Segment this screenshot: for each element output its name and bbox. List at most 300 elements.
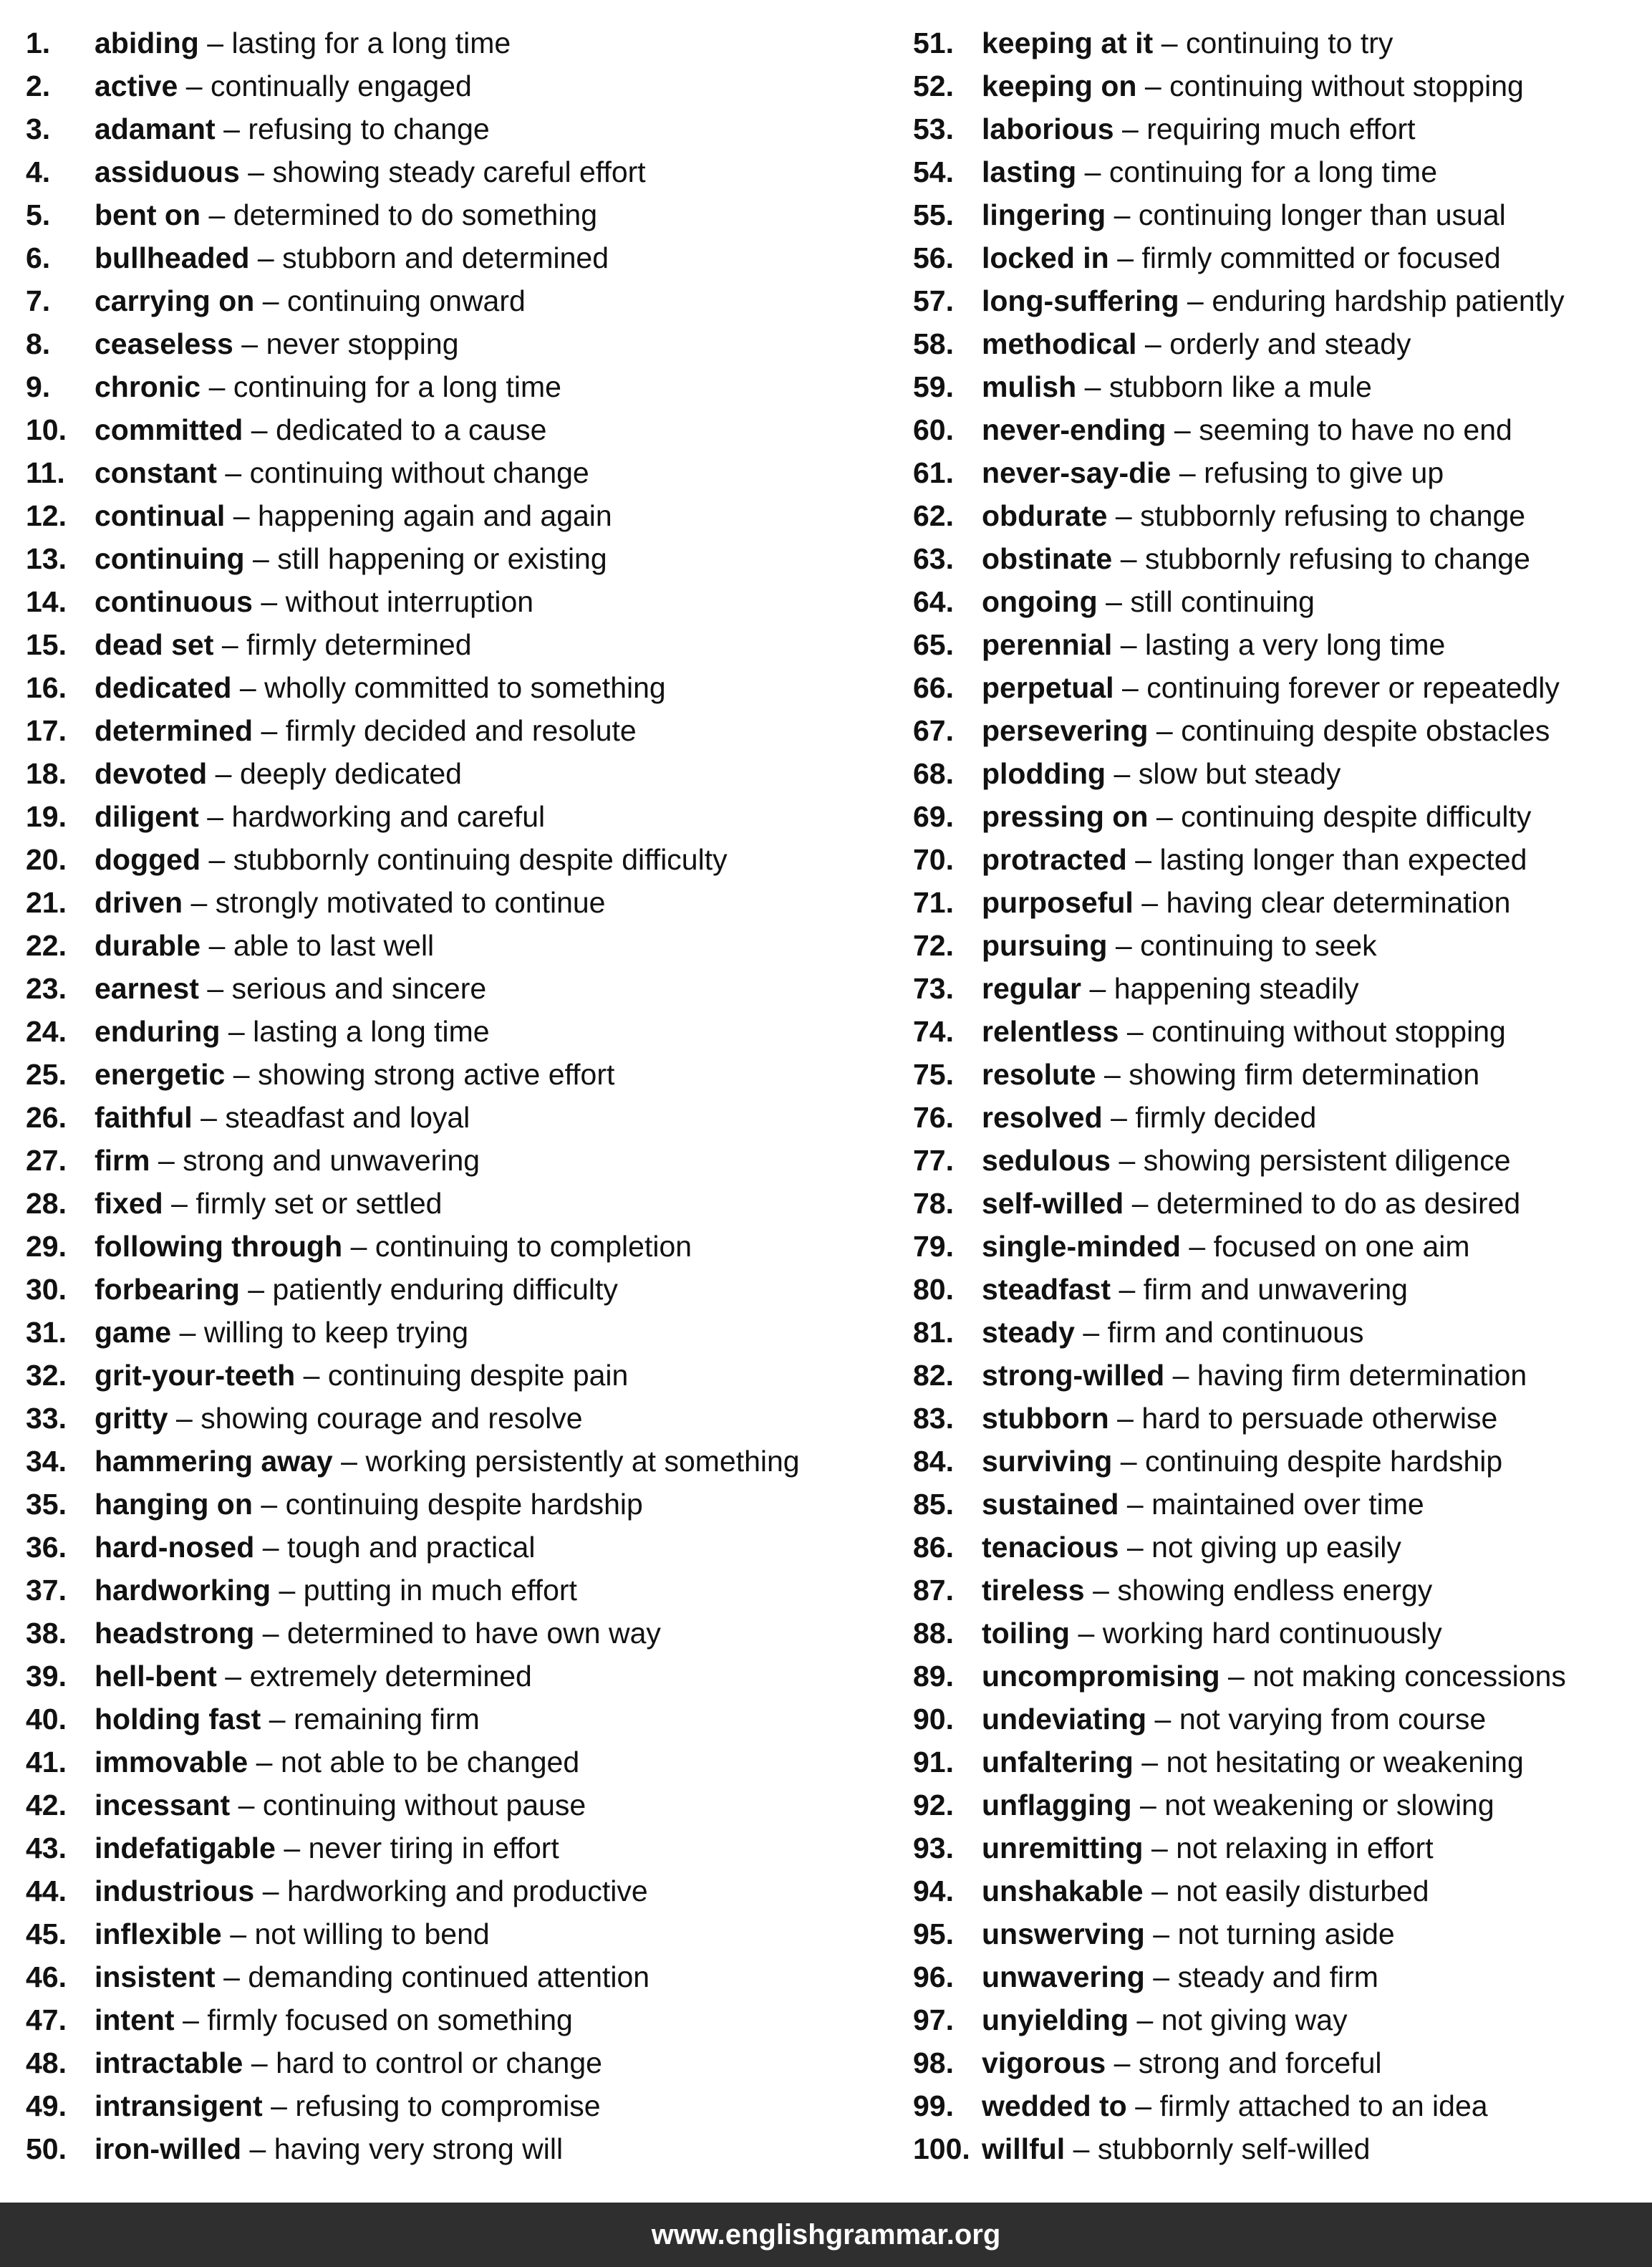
entry-word: laborious: [982, 112, 1114, 145]
list-item: [26, 451, 885, 494]
list-item: [913, 795, 1643, 838]
list-item: [26, 924, 885, 967]
entry-word: perpetual: [982, 671, 1114, 704]
entry-number: 31.: [26, 1316, 67, 1349]
entry-definition: not willing to bend: [254, 1917, 490, 1950]
entry-number: 28.: [26, 1187, 67, 1220]
entry-dash: –: [1117, 241, 1134, 274]
entry-word: determined: [95, 714, 253, 747]
entry-definition: determined to do as desired: [1156, 1187, 1521, 1220]
entry-word: pursuing: [982, 929, 1108, 962]
list-item: [913, 21, 1643, 64]
entry-dash: –: [185, 69, 203, 102]
entry-dash: –: [262, 1617, 279, 1650]
entry-number: 3.: [26, 112, 51, 145]
entry-dash: –: [1228, 1660, 1245, 1693]
footer-url[interactable]: www.englishgrammar.org: [651, 2219, 1001, 2251]
entry-word: durable: [95, 929, 201, 962]
entry-word: unwavering: [982, 1960, 1145, 1993]
entry-definition: maintained over time: [1151, 1488, 1424, 1521]
entry-dash: –: [225, 456, 242, 489]
entry-definition: never tiring in effort: [308, 1832, 559, 1864]
list-item: [913, 537, 1643, 580]
entry-word: strong-willed: [982, 1359, 1165, 1392]
entry-word: lingering: [982, 198, 1106, 231]
entry-number: 44.: [26, 1874, 67, 1907]
entry-number: 81.: [913, 1316, 954, 1349]
entry-dash: –: [1106, 585, 1122, 618]
entry-word: uncompromising: [982, 1660, 1220, 1693]
entry-dash: –: [284, 1832, 301, 1864]
entry-word: following through: [95, 1230, 343, 1263]
entry-number: 2.: [26, 69, 51, 102]
entry-word: inflexible: [95, 1917, 222, 1950]
entry-definition: continuing without change: [249, 456, 589, 489]
entry-dash: –: [1153, 1917, 1170, 1950]
entry-dash: –: [221, 628, 238, 661]
entry-definition: happening again and again: [257, 499, 612, 532]
entry-definition: hard to persuade otherwise: [1141, 1402, 1498, 1435]
entry-word: lasting: [982, 155, 1077, 188]
entry-dash: –: [1119, 1273, 1136, 1306]
entry-dash: –: [171, 1187, 188, 1220]
entry-number: 26.: [26, 1101, 67, 1134]
entry-definition: able to last well: [233, 929, 435, 962]
list-item: [26, 666, 885, 709]
list-item: [26, 1612, 885, 1655]
entry-word: gritty: [95, 1402, 168, 1435]
entry-number: 4.: [26, 155, 51, 188]
entry-definition: slow but steady: [1138, 757, 1341, 790]
entry-dash: –: [1153, 1960, 1170, 1993]
list-item: [26, 2084, 885, 2127]
entry-dash: –: [1089, 972, 1106, 1005]
entry-number: 14.: [26, 585, 67, 618]
entry-dash: –: [207, 800, 224, 833]
entry-number: 62.: [913, 499, 954, 532]
entry-dash: –: [1073, 2132, 1090, 2165]
entry-number: 64.: [913, 585, 954, 618]
entry-definition: focused on one aim: [1213, 1230, 1470, 1263]
entry-number: 88.: [913, 1617, 954, 1650]
entry-dash: –: [279, 1574, 296, 1607]
entry-word: holding fast: [95, 1703, 261, 1736]
entry-number: 36.: [26, 1531, 67, 1564]
entry-word: faithful: [95, 1101, 193, 1134]
entry-dash: –: [1126, 1015, 1144, 1048]
entry-number: 9.: [26, 370, 51, 403]
entry-number: 83.: [913, 1402, 954, 1435]
entry-word: undeviating: [982, 1703, 1147, 1736]
entry-dash: –: [1135, 2089, 1151, 2122]
entry-dash: –: [190, 886, 208, 919]
entry-dash: –: [1084, 155, 1101, 188]
entry-dash: –: [1161, 27, 1178, 59]
entry-dash: –: [261, 714, 278, 747]
entry-definition: showing persistent diligence: [1143, 1144, 1511, 1177]
entry-word: tenacious: [982, 1531, 1119, 1564]
entry-dash: –: [1156, 800, 1173, 833]
entry-dash: –: [1189, 1230, 1206, 1263]
entry-definition: having very strong will: [274, 2132, 564, 2165]
list-item: [913, 1698, 1643, 1741]
list-item: [26, 279, 885, 322]
entry-definition: without interruption: [285, 585, 534, 618]
list-item: [26, 150, 885, 193]
entry-number: 27.: [26, 1144, 67, 1177]
list-item: [913, 1998, 1643, 2041]
entry-dash: –: [1119, 1144, 1136, 1177]
entry-number: 20.: [26, 843, 67, 876]
entry-word: iron-willed: [95, 2132, 241, 2165]
entry-definition: firmly decided: [1135, 1101, 1317, 1134]
entry-definition: refusing to give up: [1204, 456, 1444, 489]
entry-definition: not varying from course: [1179, 1703, 1487, 1736]
entry-dash: –: [1139, 1789, 1156, 1821]
entry-definition: continuing longer than usual: [1138, 198, 1506, 231]
entry-definition: continuing forever or repeatedly: [1146, 671, 1560, 704]
entry-number: 41.: [26, 1746, 67, 1779]
entry-word: forbearing: [95, 1273, 240, 1306]
entry-dash: –: [1117, 1402, 1134, 1435]
entry-number: 13.: [26, 542, 67, 575]
entry-dash: –: [208, 843, 226, 876]
entry-definition: showing strong active effort: [258, 1058, 615, 1091]
list-item: [26, 193, 885, 236]
entry-definition: showing endless energy: [1117, 1574, 1433, 1607]
entry-word: intractable: [95, 2046, 243, 2079]
entry-definition: showing courage and resolve: [201, 1402, 583, 1435]
list-item: [26, 1225, 885, 1268]
entry-dash: –: [1120, 628, 1137, 661]
entry-dash: –: [1114, 2046, 1131, 2079]
entry-dash: –: [228, 1015, 245, 1048]
entry-dash: –: [230, 1917, 246, 1950]
entry-definition: not giving up easily: [1151, 1531, 1401, 1564]
entry-definition: firmly set or settled: [195, 1187, 443, 1220]
entry-dash: –: [1120, 1445, 1137, 1478]
entry-word: continual: [95, 499, 226, 532]
entry-definition: refusing to compromise: [295, 2089, 601, 2122]
entry-number: 49.: [26, 2089, 67, 2122]
entry-word: committed: [95, 413, 243, 446]
list-item: [913, 236, 1643, 279]
entry-definition: having firm determination: [1197, 1359, 1527, 1392]
entry-number: 5.: [26, 198, 51, 231]
entry-word: stubborn: [982, 1402, 1109, 1435]
entry-dash: –: [261, 585, 278, 618]
entry-word: unfaltering: [982, 1746, 1134, 1779]
entry-dash: –: [1141, 886, 1159, 919]
entry-definition: remaining firm: [294, 1703, 480, 1736]
entry-definition: refusing to change: [248, 112, 490, 145]
entry-definition: continuing without pause: [262, 1789, 586, 1821]
entry-definition: stubborn and determined: [282, 241, 609, 274]
entry-dash: –: [158, 1144, 175, 1177]
entry-definition: strong and unwavering: [183, 1144, 480, 1177]
list-item: [913, 1354, 1643, 1397]
entry-dash: –: [208, 929, 226, 962]
entry-dash: –: [1083, 1316, 1100, 1349]
entry-number: 66.: [913, 671, 954, 704]
entry-definition: continuing for a long time: [233, 370, 561, 403]
entry-word: headstrong: [95, 1617, 255, 1650]
entry-number: 25.: [26, 1058, 67, 1091]
list-item: [913, 1139, 1643, 1182]
entry-word: fixed: [95, 1187, 163, 1220]
entry-dash: –: [233, 1058, 250, 1091]
list-item: [913, 2084, 1643, 2127]
entry-number: 11.: [26, 456, 65, 489]
entry-number: 17.: [26, 714, 67, 747]
entry-dash: –: [1154, 1703, 1172, 1736]
list-item: [913, 107, 1643, 150]
entry-number: 15.: [26, 628, 67, 661]
entry-number: 75.: [913, 1058, 954, 1091]
entry-definition: strongly motivated to continue: [215, 886, 606, 919]
entry-word: hard-nosed: [95, 1531, 255, 1564]
list-item: [913, 838, 1643, 881]
list-item: [913, 1483, 1643, 1526]
entry-word: firm: [95, 1144, 150, 1177]
list-item: [913, 1268, 1643, 1311]
list-item: [26, 1354, 885, 1397]
entry-word: incessant: [95, 1789, 231, 1821]
entry-dash: –: [1141, 1746, 1159, 1779]
list-item: [913, 1655, 1643, 1698]
entry-dash: –: [252, 542, 269, 575]
entry-word: devoted: [95, 757, 208, 790]
list-item: [26, 1912, 885, 1955]
entry-definition: lasting a very long time: [1145, 628, 1446, 661]
entry-word: tireless: [982, 1574, 1085, 1607]
entry-definition: extremely determined: [249, 1660, 532, 1693]
entry-number: 42.: [26, 1789, 67, 1821]
entry-definition: determined to do something: [233, 198, 598, 231]
list-item: [26, 494, 885, 537]
list-item: [913, 1741, 1643, 1784]
entry-number: 7.: [26, 284, 51, 317]
entry-dash: –: [1078, 1617, 1095, 1650]
entry-dash: –: [225, 1660, 242, 1693]
entry-word: dedicated: [95, 671, 232, 704]
entry-dash: –: [241, 327, 259, 360]
list-item: [26, 2127, 885, 2170]
entry-definition: firmly committed or focused: [1141, 241, 1501, 274]
list-item: [913, 279, 1643, 322]
entry-dash: –: [251, 413, 268, 446]
entry-number: 72.: [913, 929, 954, 962]
entry-dash: –: [248, 155, 265, 188]
entry-number: 50.: [26, 2132, 67, 2165]
list-item: [26, 21, 885, 64]
list-item: [913, 193, 1643, 236]
entry-word: pressing on: [982, 800, 1149, 833]
entry-word: single-minded: [982, 1230, 1181, 1263]
entry-word: hell-bent: [95, 1660, 217, 1693]
entry-word: driven: [95, 886, 183, 919]
entry-definition: hard to control or change: [276, 2046, 602, 2079]
entry-dash: –: [303, 1359, 320, 1392]
list-item: [26, 967, 885, 1010]
entry-dash: –: [1136, 2003, 1154, 2036]
entry-word: unswerving: [982, 1917, 1145, 1950]
entry-word: keeping at it: [982, 27, 1154, 59]
entry-definition: firmly focused on something: [207, 2003, 573, 2036]
entry-number: 54.: [913, 155, 954, 188]
list-item: [26, 1784, 885, 1826]
entry-definition: stubbornly continuing despite difficulty: [233, 843, 728, 876]
entry-dash: –: [215, 757, 232, 790]
entry-word: continuous: [95, 585, 253, 618]
entry-number: 1.: [26, 27, 51, 59]
entry-number: 30.: [26, 1273, 67, 1306]
entry-definition: not turning aside: [1177, 1917, 1395, 1950]
entry-definition: continuing without stopping: [1169, 69, 1524, 102]
list-item: [913, 1225, 1643, 1268]
entry-definition: not relaxing in effort: [1176, 1832, 1434, 1864]
entry-dash: –: [223, 1960, 240, 1993]
list-item: [913, 1569, 1643, 1612]
entry-definition: not able to be changed: [280, 1746, 580, 1779]
entry-word: dogged: [95, 843, 201, 876]
entry-word: diligent: [95, 800, 199, 833]
list-item: [913, 1826, 1643, 1869]
list-item: [913, 1612, 1643, 1655]
list-item: [913, 967, 1643, 1010]
entry-word: adamant: [95, 112, 216, 145]
entry-definition: tough and practical: [287, 1531, 536, 1564]
list-item: [26, 537, 885, 580]
entry-dash: –: [1122, 112, 1139, 145]
entry-word: willful: [982, 2132, 1066, 2165]
entry-word: resolute: [982, 1058, 1096, 1091]
word-list-column-right: [913, 21, 1643, 2170]
entry-dash: –: [262, 284, 279, 317]
list-item: [26, 1698, 885, 1741]
list-item: [26, 1826, 885, 1869]
entry-word: sustained: [982, 1488, 1119, 1521]
list-item: [26, 1569, 885, 1612]
entry-word: toiling: [982, 1617, 1070, 1650]
entry-word: industrious: [95, 1874, 255, 1907]
entry-word: mulish: [982, 370, 1077, 403]
entry-word: protracted: [982, 843, 1127, 876]
entry-number: 43.: [26, 1832, 67, 1864]
entry-number: 97.: [913, 2003, 954, 2036]
entry-number: 12.: [26, 499, 67, 532]
entry-dash: –: [1103, 1058, 1121, 1091]
entry-number: 95.: [913, 1917, 954, 1950]
entry-definition: determined to have own way: [287, 1617, 661, 1650]
entry-number: 68.: [913, 757, 954, 790]
entry-dash: –: [207, 27, 224, 59]
entry-definition: firmly attached to an idea: [1159, 2089, 1488, 2122]
entry-definition: stubborn like a mule: [1108, 370, 1372, 403]
entry-number: 86.: [913, 1531, 954, 1564]
entry-word: grit-your-teeth: [95, 1359, 296, 1392]
entry-number: 78.: [913, 1187, 954, 1220]
entry-number: 51.: [913, 27, 954, 59]
entry-dash: –: [1114, 198, 1131, 231]
entry-number: 35.: [26, 1488, 67, 1521]
entry-dash: –: [1174, 413, 1191, 446]
list-item: [26, 365, 885, 408]
entry-dash: –: [179, 1316, 196, 1349]
entry-word: energetic: [95, 1058, 226, 1091]
entry-definition: continuing despite pain: [327, 1359, 629, 1392]
entry-number: 33.: [26, 1402, 67, 1435]
entry-number: 39.: [26, 1660, 67, 1693]
entry-number: 10.: [26, 413, 67, 446]
entry-definition: showing firm determination: [1129, 1058, 1480, 1091]
entry-number: 74.: [913, 1015, 954, 1048]
entry-number: 40.: [26, 1703, 67, 1736]
entry-definition: firm and continuous: [1107, 1316, 1364, 1349]
entry-definition: continuing despite hardship: [285, 1488, 643, 1521]
entry-dash: –: [1135, 843, 1152, 876]
list-item: [913, 1440, 1643, 1483]
entry-dash: –: [208, 370, 226, 403]
entry-dash: –: [1187, 284, 1204, 317]
list-item: [913, 881, 1643, 924]
list-item: [26, 1955, 885, 1998]
list-item: [26, 1397, 885, 1440]
word-list-column-left: [26, 21, 885, 2170]
list-item: [913, 1784, 1643, 1826]
entry-word: steadfast: [982, 1273, 1111, 1306]
entry-number: 16.: [26, 671, 67, 704]
entry-number: 21.: [26, 886, 67, 919]
entry-dash: –: [1126, 1488, 1144, 1521]
entry-word: earnest: [95, 972, 199, 1005]
list-item: [913, 1397, 1643, 1440]
list-item: [26, 1483, 885, 1526]
list-item: [26, 1655, 885, 1698]
entry-number: 55.: [913, 198, 954, 231]
entry-dash: –: [1131, 1187, 1149, 1220]
entry-number: 93.: [913, 1832, 954, 1864]
entry-dash: –: [350, 1230, 367, 1263]
entry-definition: putting in much effort: [303, 1574, 577, 1607]
list-item: [26, 1010, 885, 1053]
entry-dash: –: [1120, 542, 1137, 575]
list-item: [26, 1182, 885, 1225]
entry-word: relentless: [982, 1015, 1119, 1048]
entry-word: intent: [95, 2003, 175, 2036]
entry-word: indefatigable: [95, 1832, 276, 1864]
entry-word: resolved: [982, 1101, 1103, 1134]
entry-dash: –: [1144, 327, 1161, 360]
entry-number: 8.: [26, 327, 51, 360]
entry-number: 61.: [913, 456, 954, 489]
entry-definition: continuing without stopping: [1151, 1015, 1506, 1048]
list-item: [26, 1053, 885, 1096]
list-item: [913, 924, 1643, 967]
entry-definition: showing steady careful effort: [272, 155, 646, 188]
list-item: [913, 1526, 1643, 1569]
entry-definition: continuing to try: [1185, 27, 1393, 59]
entry-dash: –: [239, 671, 256, 704]
entry-definition: not easily disturbed: [1176, 1874, 1429, 1907]
list-item: [26, 1998, 885, 2041]
entry-dash: –: [183, 2003, 199, 2036]
entry-number: 69.: [913, 800, 954, 833]
entry-word: wedded to: [982, 2089, 1127, 2122]
entry-definition: firmly decided and resolute: [285, 714, 637, 747]
entry-number: 85.: [913, 1488, 954, 1521]
entry-definition: still happening or existing: [277, 542, 607, 575]
